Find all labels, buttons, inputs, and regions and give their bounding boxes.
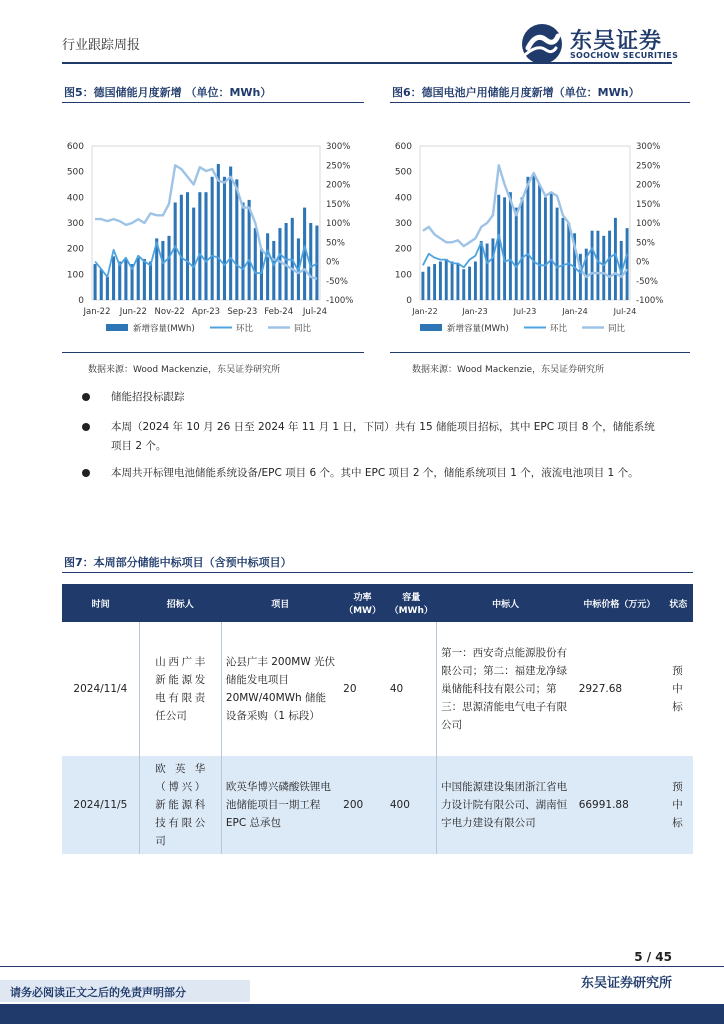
y2-tick-label: 150% <box>636 199 661 210</box>
table-row <box>62 756 693 854</box>
legend-label: 环比 <box>550 324 568 334</box>
bar-mark <box>137 258 140 300</box>
bar-mark <box>503 197 506 300</box>
bar-mark <box>285 223 288 300</box>
cell-winner: 第一：西安奇点能源股份有限公司；第二：福建龙净绿巢储能科技有限公司；第三：思源清能电气电子有限公司 <box>437 622 575 756</box>
bar-mark <box>439 262 442 301</box>
y2-tick-label: 300% <box>326 142 351 152</box>
brand-name-en: SOOCHOW SECURITIES <box>570 51 679 60</box>
y2-tick-label: 100% <box>636 219 661 229</box>
x-tick-label: Jul-23 <box>513 307 537 316</box>
bar-mark <box>161 241 164 300</box>
table-header-row <box>62 584 693 622</box>
bar-mark <box>174 202 177 300</box>
y2-tick-label: 150% <box>326 199 351 210</box>
cell-capacity: 400 <box>386 756 437 854</box>
y2-tick-label: -100% <box>636 296 664 306</box>
bar-mark <box>596 231 599 300</box>
y2-tick-label: 250% <box>636 161 661 172</box>
x-tick-label: Jun-22 <box>119 307 147 317</box>
bar-mark <box>526 177 529 300</box>
fig6-title: 图6：德国电池户用储能月度新增（单位：MWh） <box>392 86 640 99</box>
bar-mark <box>266 233 269 300</box>
bar-mark <box>235 179 238 300</box>
bar-mark <box>198 192 201 300</box>
col-winner: 中标人 <box>437 584 575 622</box>
bar-mark <box>515 208 518 300</box>
cell-capacity: 40 <box>389 683 404 695</box>
bar-mark <box>260 249 263 300</box>
x-tick-label: Apr-23 <box>191 307 221 317</box>
header-divider <box>62 62 672 64</box>
y-tick-label: 400 <box>394 193 412 204</box>
bar-mark <box>278 228 281 300</box>
x-tick-label: Jul-24 <box>302 307 328 317</box>
bid-results-table <box>62 584 693 854</box>
disclaimer-text: 请务必阅读正文之后的免责声明部分 <box>10 986 186 999</box>
cell-price: 2927.68 <box>578 683 623 695</box>
bar-mark <box>561 218 564 300</box>
y-tick-label: 500 <box>394 167 412 178</box>
bar-mark <box>254 228 257 300</box>
cell-time: 2024/11/5 <box>62 756 139 854</box>
soochow-logo-icon <box>520 22 564 66</box>
bar-mark <box>509 192 512 300</box>
y-tick-label: 100 <box>66 270 84 281</box>
doc-type-label: 行业跟踪周报 <box>62 38 141 53</box>
cell-status: 预中标 <box>672 665 683 713</box>
bar-mark <box>192 208 195 300</box>
bar-mark <box>550 192 553 300</box>
bar-mark <box>626 228 629 300</box>
fig5-title: 图5：德国储能月度新增 （单位：MWh） <box>64 86 272 99</box>
y-tick-label: 600 <box>394 142 412 152</box>
bar-mark <box>480 241 483 300</box>
bullet-dot-icon <box>82 469 90 477</box>
bar-mark <box>167 236 170 300</box>
legend-label: 环比 <box>236 324 254 334</box>
legend-label: 新增容量(MWh) <box>447 324 509 334</box>
bar-mark <box>118 262 121 301</box>
y-tick-label: 100 <box>394 270 412 281</box>
cell-project: 欧英华博兴磷酸铁锂电池储能项目一期工程 EPC 总承包 <box>221 756 339 854</box>
legend-swatch-bar <box>106 324 128 331</box>
bar-mark <box>462 269 465 300</box>
x-tick-label: Jul-24 <box>613 307 637 316</box>
bar-mark <box>474 262 477 301</box>
cell-time: 2024/11/4 <box>73 683 128 695</box>
bar-mark <box>217 164 220 300</box>
y-tick-label: 0 <box>406 296 412 306</box>
y2-tick-label: 250% <box>326 161 351 172</box>
fig5-title-rule <box>62 102 364 103</box>
bar-mark <box>186 192 189 300</box>
bar-mark <box>456 264 459 300</box>
fig5-source: 数据来源：Wood Mackenzie，东吴证券研究所 <box>88 365 281 375</box>
legend-swatch-bar <box>420 324 442 331</box>
y2-tick-label: -50% <box>636 276 658 287</box>
x-tick-label: Feb-24 <box>264 307 294 317</box>
bar-mark <box>445 259 448 300</box>
bar-mark <box>272 241 275 300</box>
fig6-source: 数据来源：Wood Mackenzie，东吴证券研究所 <box>412 365 605 375</box>
institute-name: 东吴证券研究所 <box>580 976 672 991</box>
y2-tick-label: 50% <box>636 238 655 249</box>
col-project: 项目 <box>221 584 339 622</box>
bar-mark <box>211 177 214 300</box>
x-tick-label: Jan-22 <box>83 307 111 317</box>
cell-power: 200 <box>339 756 386 854</box>
cell-bidder: 山西广丰新能源发电有限责任公司 <box>139 622 221 756</box>
y2-tick-label: 100% <box>326 219 351 229</box>
bar-mark <box>567 223 570 300</box>
page-number: 5 / 45 <box>634 950 672 964</box>
y2-tick-label: 200% <box>636 180 661 191</box>
x-tick-label: Sep-23 <box>227 307 258 317</box>
bar-mark <box>591 231 594 300</box>
bar-mark <box>433 264 436 300</box>
footer-divider <box>0 966 724 967</box>
y-tick-label: 400 <box>66 193 84 204</box>
bar-mark <box>106 277 109 300</box>
x-tick-label: Jan-23 <box>462 307 488 316</box>
table-title: 图7：本周部分储能中标项目（含预中标项目） <box>64 556 292 569</box>
y2-tick-label: 300% <box>636 142 661 152</box>
bar-mark <box>521 197 524 300</box>
bar-mark <box>180 195 183 300</box>
bar-mark <box>451 262 454 301</box>
col-bidder: 招标人 <box>139 584 221 622</box>
y-tick-label: 500 <box>66 167 84 178</box>
bar-mark <box>468 267 471 300</box>
col-status: 状态 <box>664 584 692 622</box>
bar-mark <box>94 264 97 300</box>
bar-mark <box>486 244 489 300</box>
brand-name-cn: 东吴证券 <box>570 29 663 54</box>
fig6-title-rule <box>390 102 690 103</box>
col-power: 功率（MW） <box>339 584 386 622</box>
col-price: 中标价格（万元） <box>575 584 664 622</box>
bar-mark <box>223 177 226 300</box>
cell-status: 预中标 <box>664 756 692 854</box>
y-tick-label: 200 <box>66 244 84 255</box>
fig5-bottom-rule <box>62 352 364 353</box>
y2-tick-label: 200% <box>326 180 351 191</box>
bar-mark <box>532 174 535 300</box>
legend-label: 同比 <box>294 324 312 334</box>
bar-mark <box>100 269 103 300</box>
cell-power: 20 <box>343 683 357 695</box>
bar-mark <box>204 192 207 300</box>
legend-label: 同比 <box>608 324 626 334</box>
x-tick-label: Jan-24 <box>562 307 588 316</box>
bar-mark <box>556 208 559 300</box>
table-title-rule <box>62 572 693 573</box>
x-tick-label: Nov-22 <box>154 307 185 317</box>
col-capacity: 容量（MWh） <box>386 584 437 622</box>
bar-mark <box>315 226 318 300</box>
cell-bidder: 欧英华（博兴）新能源科技有限公司 <box>139 756 221 854</box>
bar-mark <box>538 185 541 301</box>
y2-tick-label: 0% <box>636 257 650 268</box>
bar-mark <box>124 259 127 300</box>
y-tick-label: 200 <box>394 244 412 255</box>
legend-label: 新增容量(MWh) <box>133 324 195 334</box>
bullet-dot-icon <box>82 393 90 401</box>
y2-tick-label: -50% <box>326 276 348 287</box>
fig6-bottom-rule <box>390 352 690 353</box>
bar-mark <box>229 167 232 300</box>
table-row <box>62 622 693 756</box>
cell-project: 沁县广丰 200MW 光伏储能发电项目 20MW/40MWh 储能设备采购（1 标段） <box>221 622 339 756</box>
y2-tick-label: 50% <box>326 238 345 249</box>
x-tick-label: Jan-22 <box>412 307 438 316</box>
bar-mark <box>248 200 251 300</box>
cell-winner: 中国能源建设集团浙江省电力设计院有限公司、湖南恒宇电力建设有限公司 <box>437 756 575 854</box>
bar-mark <box>497 195 500 300</box>
y2-tick-label: -100% <box>326 296 354 306</box>
y-tick-label: 300 <box>394 219 412 229</box>
bar-mark <box>421 272 424 300</box>
bar-mark <box>112 256 115 300</box>
bar-mark <box>491 238 494 300</box>
bar-mark <box>602 236 605 300</box>
y2-tick-label: 0% <box>326 257 340 268</box>
bar-mark <box>149 262 152 301</box>
y-tick-label: 0 <box>78 296 84 306</box>
cell-price: 66991.88 <box>575 756 664 854</box>
bar-mark <box>143 259 146 300</box>
col-time: 时间 <box>62 584 139 622</box>
y-tick-label: 300 <box>66 219 84 229</box>
y-tick-label: 600 <box>66 142 84 152</box>
bar-mark <box>427 267 430 300</box>
footer-bar <box>0 1004 724 1024</box>
bar-mark <box>241 202 244 300</box>
bar-mark <box>544 197 547 300</box>
bar-mark <box>608 231 611 300</box>
bullet-dot-icon <box>82 423 90 431</box>
germany-storage-monthly-chart <box>62 136 364 350</box>
germany-household-storage-chart <box>390 136 690 350</box>
